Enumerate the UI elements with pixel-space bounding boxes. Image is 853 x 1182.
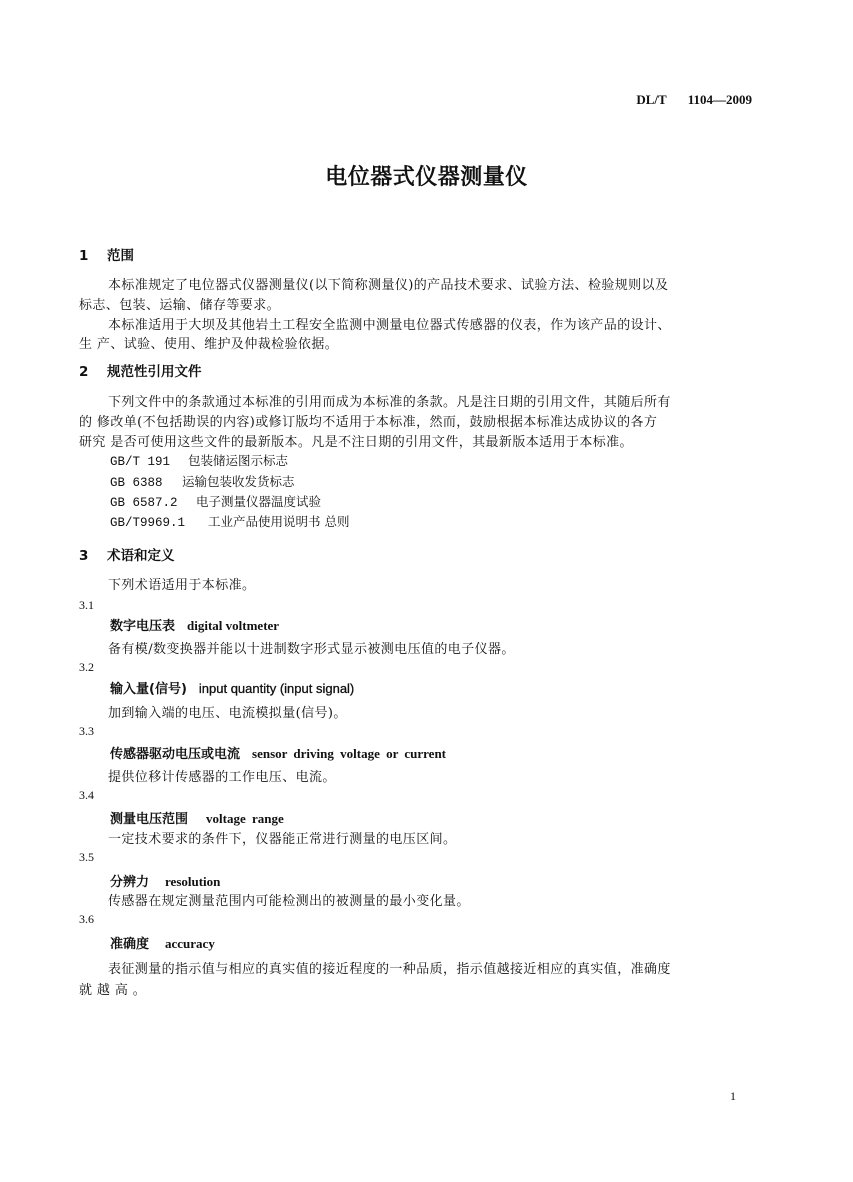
paragraph-line: 的 修改单(不包括勘误的内容)或修订版均不适用于本标准，然而，鼓励根据本标准达成协议的各方 (79, 415, 658, 430)
reference-item (110, 492, 321, 510)
reference-name: 电子测量仪器温度试验 (196, 494, 322, 509)
paragraph-line: 下列文件中的条款通过本标准的引用而成为本标准的条款。凡是注日期的引用文件，其随后所有 (108, 395, 671, 410)
term-chinese: 传感器驱动电压或电流 (110, 747, 241, 762)
term-heading (110, 871, 220, 890)
section-1-heading (79, 244, 134, 264)
section-title: 范围 (107, 248, 134, 264)
section-title: 规范性引用文件 (107, 364, 202, 380)
term-english: accuracy (165, 936, 215, 951)
term-number: 3.2 (79, 660, 94, 674)
term-heading (110, 933, 215, 952)
section-number: 2 (79, 364, 89, 380)
term-heading (110, 615, 279, 634)
paragraph-line: 标志、包装、运输、储存等要求。 (79, 298, 281, 313)
term-english: digital voltmeter (187, 618, 280, 633)
paragraph-line: 生 产、试验、使用、维护及仲裁检验依据。 (79, 337, 339, 352)
term-definition: 一定技术要求的条件下，仪器能正常进行测量的电压区间。 (108, 832, 457, 847)
term-heading (110, 678, 354, 697)
term-heading (110, 808, 284, 827)
term-number: 3.4 (79, 788, 94, 802)
term-english: resolution (165, 874, 221, 889)
term-english: voltage range (206, 811, 284, 826)
reference-code: GB 6388 (110, 476, 163, 490)
reference-name: 工业产品使用说明书 总则 (208, 514, 350, 529)
reference-code: GB/T9969.1 (110, 516, 186, 530)
section-number: 3 (79, 548, 89, 564)
reference-item (110, 512, 349, 530)
term-chinese: 测量电压范围 (110, 812, 189, 827)
paragraph-line: 本标准规定了电位器式仪器测量仪(以下简称测量仪)的产品技术要求、试验方法、检验规则以及 (108, 278, 669, 293)
section-2-heading (79, 360, 202, 380)
term-heading (110, 743, 446, 762)
reference-item (110, 451, 288, 469)
term-definition: 提供位移计传感器的工作电压、电流。 (108, 770, 336, 785)
reference-item (110, 472, 295, 490)
term-definition: 传感器在规定测量范围内可能检测出的被测量的最小变化量。 (108, 894, 470, 909)
paragraph-line: 研究 是否可使用这些文件的最新版本。凡是不注日期的引用文件，其最新版本适用于本标准。 (79, 435, 633, 450)
standard-number: DL/T 1104—2009 (636, 92, 752, 107)
paragraph-line: 本标准适用于大坝及其他岩土工程安全监测中测量电位器式传感器的仪表，作为该产品的设计、 (108, 318, 671, 333)
document-title: 电位器式仪器测量仪 (325, 165, 528, 190)
term-chinese: 输入量(信号) (110, 682, 187, 697)
term-definition: 备有模/数变换器并能以十进制数字形式显示被测电压值的电子仪器。 (108, 642, 515, 657)
term-english: sensor driving voltage or current (252, 746, 447, 761)
term-number: 3.5 (79, 850, 94, 864)
term-chinese: 分辨力 (110, 875, 150, 890)
section-3-heading (79, 544, 175, 564)
term-number: 3.6 (79, 912, 94, 926)
term-chinese: 准确度 (110, 937, 150, 952)
section-title: 术语和定义 (107, 548, 175, 564)
reference-name: 包装储运图示标志 (188, 453, 289, 468)
term-definition: 表征测量的指示值与相应的真实值的接近程度的一种品质，指示值越接近相应的真实值，准确度 (108, 962, 671, 977)
term-number: 3.3 (79, 724, 94, 738)
term-english: input quantity (input signal) (198, 681, 355, 696)
term-definition-continued: 就 越 高 。 (79, 983, 147, 998)
term-chinese: 数字电压表 (110, 619, 176, 634)
section-number: 1 (79, 248, 89, 264)
paragraph-line: 下列术语适用于本标准。 (108, 578, 256, 593)
term-definition: 加到输入端的电压、电流模拟量(信号)。 (108, 706, 347, 721)
reference-code: GB/T 191 (110, 455, 171, 469)
reference-code: GB 6587.2 (110, 496, 178, 510)
reference-name: 运输包装收发货标志 (182, 474, 295, 489)
term-number: 3.1 (79, 598, 94, 612)
page-number: 1 (730, 1089, 736, 1103)
